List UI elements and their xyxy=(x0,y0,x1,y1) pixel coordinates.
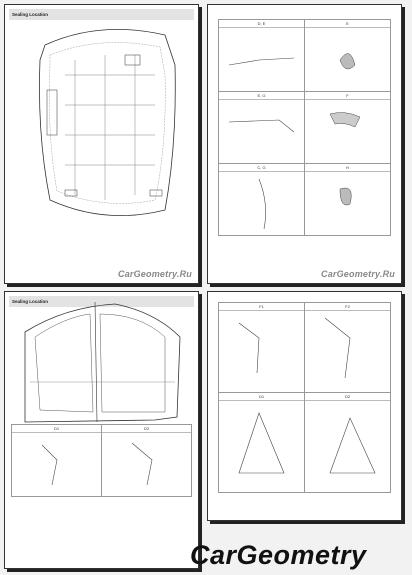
hood-diagram xyxy=(5,5,198,283)
door-details-page xyxy=(207,291,402,521)
detail-title: F xyxy=(305,92,390,100)
detail-title: F2 xyxy=(305,303,390,311)
detail-title: F1 xyxy=(219,303,304,311)
detail-grid xyxy=(11,424,192,497)
detail-title: H xyxy=(305,164,390,172)
detail-cell xyxy=(219,92,305,164)
detail-cell xyxy=(12,425,102,497)
detail-grid xyxy=(218,19,391,236)
detail-cell xyxy=(219,303,305,393)
detail-cell xyxy=(305,393,391,493)
detail-cell xyxy=(305,303,391,393)
detail-title: D1 xyxy=(219,393,304,401)
door-sealing-page xyxy=(4,291,199,569)
brand-watermark: CarGeometry xyxy=(190,540,367,570)
detail-title: E xyxy=(305,20,390,28)
detail-cell xyxy=(219,164,305,236)
detail-title: C, G xyxy=(219,164,304,172)
detail-title: D2 xyxy=(102,425,191,433)
detail-cell xyxy=(102,425,192,497)
detail-cell xyxy=(219,20,305,92)
detail-cell xyxy=(305,92,391,164)
detail-cell xyxy=(219,393,305,493)
detail-cell xyxy=(305,164,391,236)
detail-grid xyxy=(218,302,391,493)
page-header: Sealing Location xyxy=(9,9,194,20)
detail-title: E, G xyxy=(219,92,304,100)
hood-sealing-page xyxy=(4,4,199,284)
watermark: CarGeometry.Ru xyxy=(118,269,192,279)
detail-title: D1 xyxy=(12,425,101,433)
detail-title: D2 xyxy=(305,393,390,401)
watermark: CarGeometry.Ru xyxy=(321,269,395,279)
detail-cell xyxy=(305,20,391,92)
page-header: Sealing Location xyxy=(9,296,194,307)
hood-details-page xyxy=(207,4,402,284)
detail-title: D, E xyxy=(219,20,304,28)
